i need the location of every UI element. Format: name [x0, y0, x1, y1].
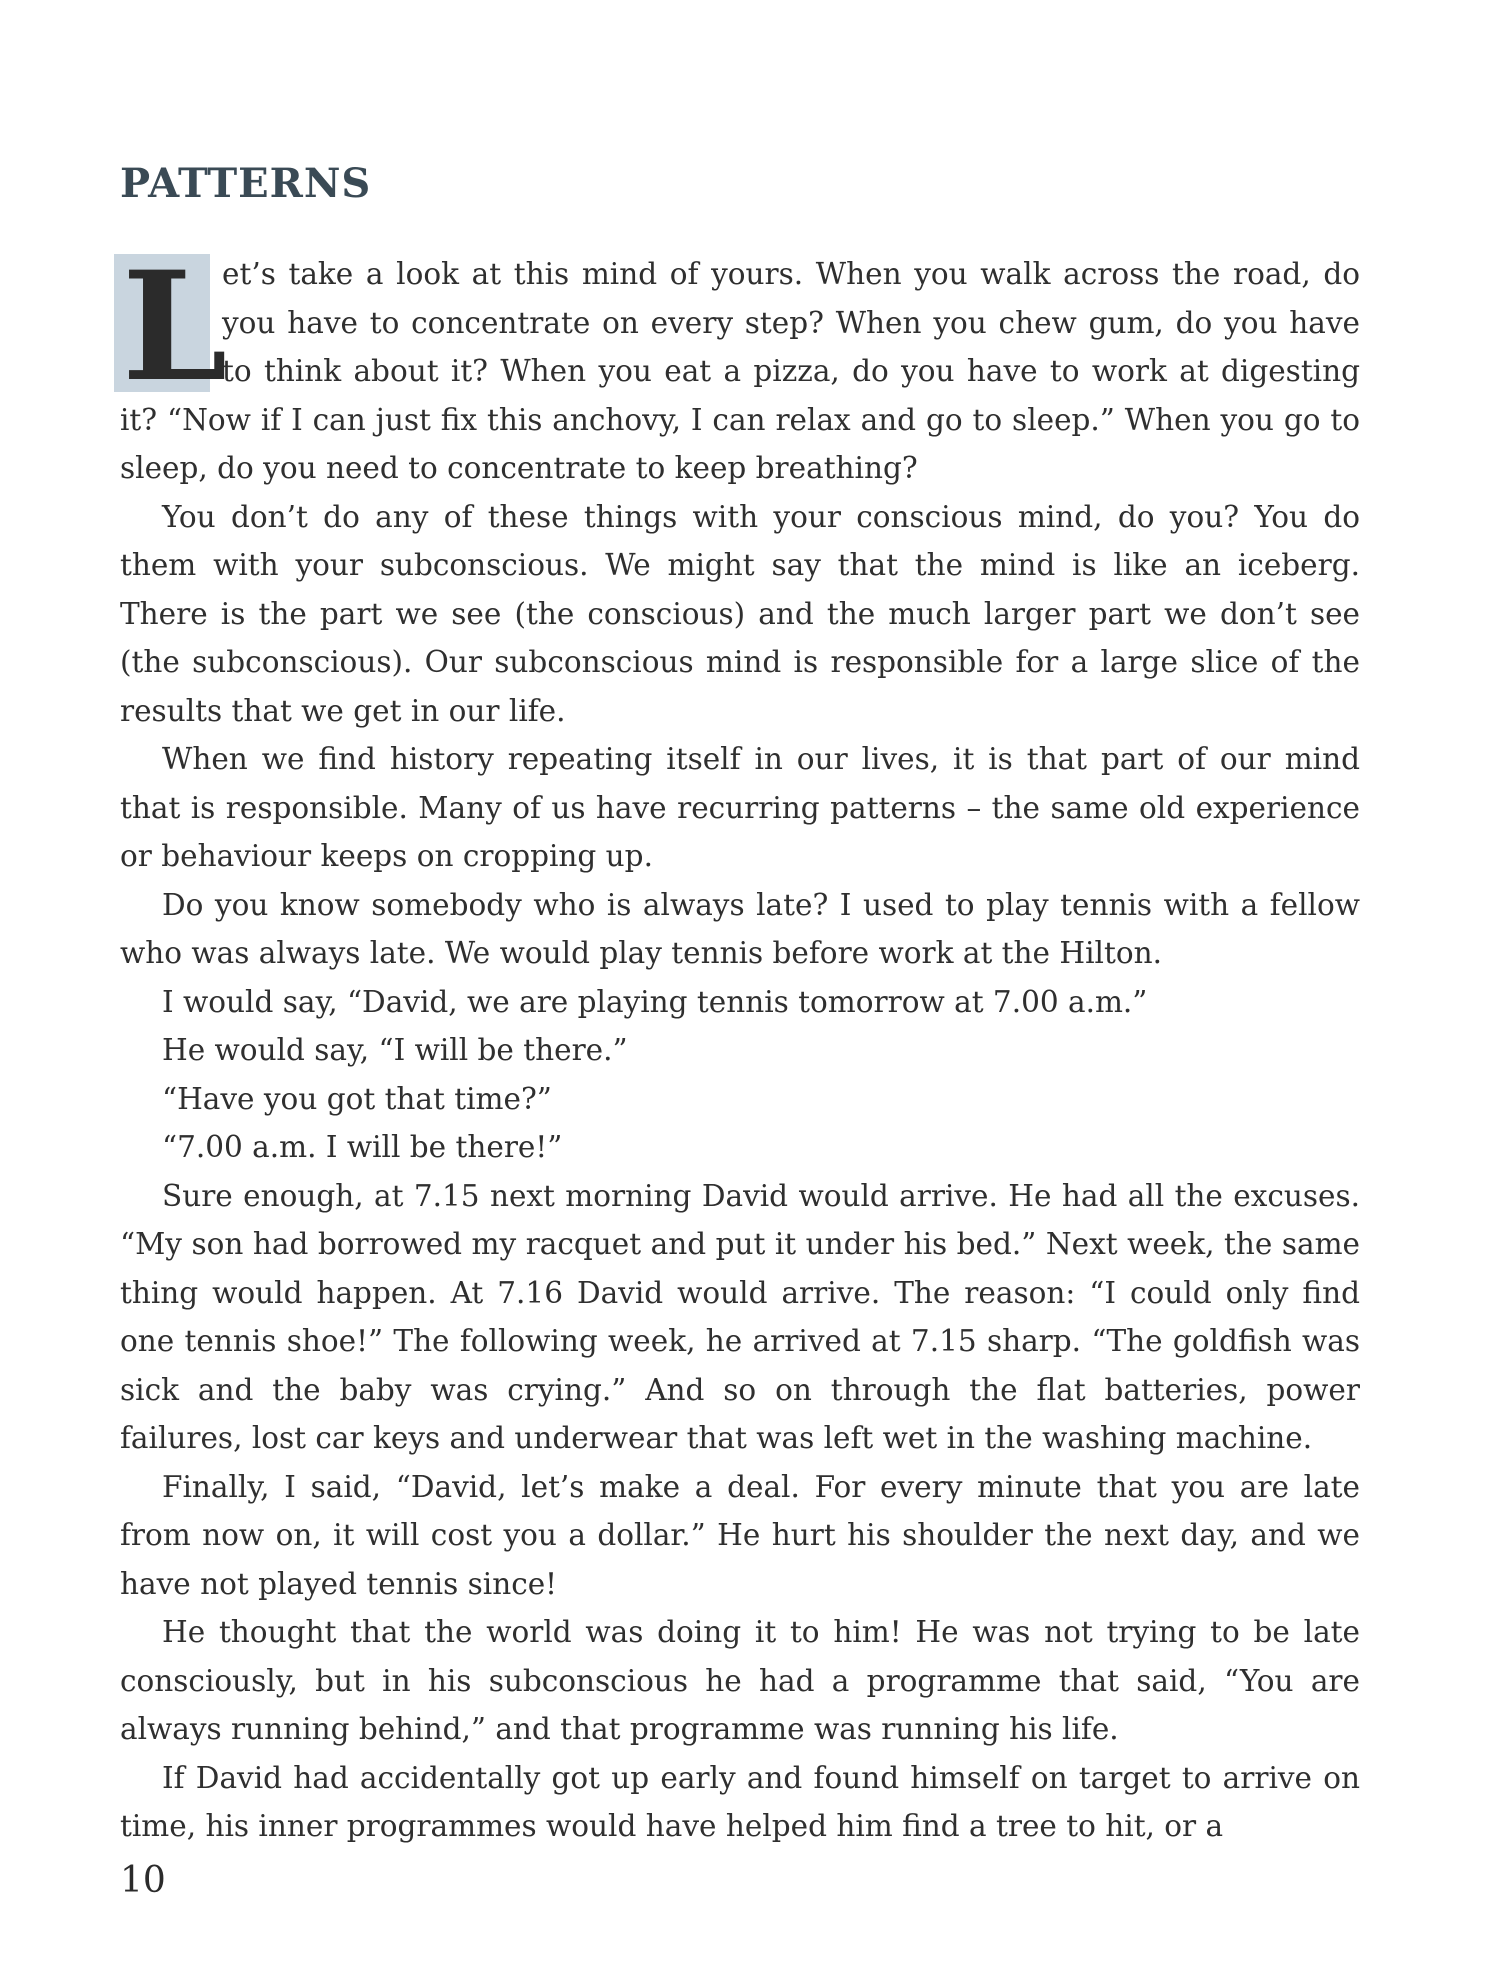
paragraph-7: “Have you got that time?”	[162, 1081, 552, 1116]
paragraph-1-text: et’s take a look at this mind of yours. When you walk across the road, do you have to concentrate on every step? When you chew gum, do you have to think about it? When you eat a pizza, do you have to work at digesting it? “Now if I can just fix this anchovy, I can relax and go to sleep.” When you go to sleep, do you need to concentrate to keep breathing?	[120, 257, 1360, 485]
paragraph-1	[120, 239, 1360, 493]
paragraph-9: Sure enough, at 7.15 next morning David would arrive. He had all the excuses. “My son had borrowed my racquet and put it under his bed.” Next week, the same thing would happen. At 7.16 David would arrive. The reason: “I could only find one tennis shoe!” The following week, he arrived at 7.15 sharp. “The goldfish was sick and the baby was crying.” And so on through the flat batteries, power failures, lost car keys and underwear that was left wet in the washing machine.	[120, 1178, 1360, 1455]
drop-cap-box	[114, 239, 228, 415]
page-number: 10	[120, 1860, 166, 1901]
body-text	[120, 239, 1360, 1851]
paragraph-3: When we find history repeating itself in our lives, it is that part of our mind that is responsible. Many of us have recurring patterns – the same old experience or behaviour keeps on cropping up.	[120, 742, 1360, 873]
paragraph-11: He thought that the world was doing it to him! He was not trying to be late consciously, but in his subconscious he had a programme that said, “You are always running behind,” and that programme was running his life.	[120, 1615, 1360, 1746]
paragraph-12: If David had accidentally got up early and found himself on target to arrive on time, his inner programmes would have helped him find a tree to hit, or a	[120, 1760, 1360, 1843]
paragraph-2: You don’t do any of these things with your conscious mind, do you? You do them with your subconscious. We might say that the mind is like an iceberg. There is the part we see (the conscious) and the much larger part we don’t see (the subconscious). Our subconscious mind is responsible for a large slice of the results that we get in our life.	[120, 499, 1360, 728]
paragraph-8: “7.00 a.m. I will be there!”	[162, 1130, 563, 1164]
paragraph-4: Do you know somebody who is always late? I used to play tennis with a fellow who was always late. We would play tennis before work at the Hilton.	[120, 887, 1360, 970]
paragraph-5: I would say, “David, we are playing tennis tomorrow at 7.00 a.m.”	[162, 984, 1148, 1019]
drop-cap-letter: L	[122, 239, 228, 415]
paragraph-6: He would say, “I will be there.”	[162, 1033, 628, 1067]
chapter-heading: PATTERNS	[120, 160, 372, 207]
paragraph-10: Finally, I said, “David, let’s make a deal. For every minute that you are late from now on, it will cost you a dollar.” He hurt his shoulder the next day, and we have not played tennis since!	[120, 1469, 1360, 1601]
